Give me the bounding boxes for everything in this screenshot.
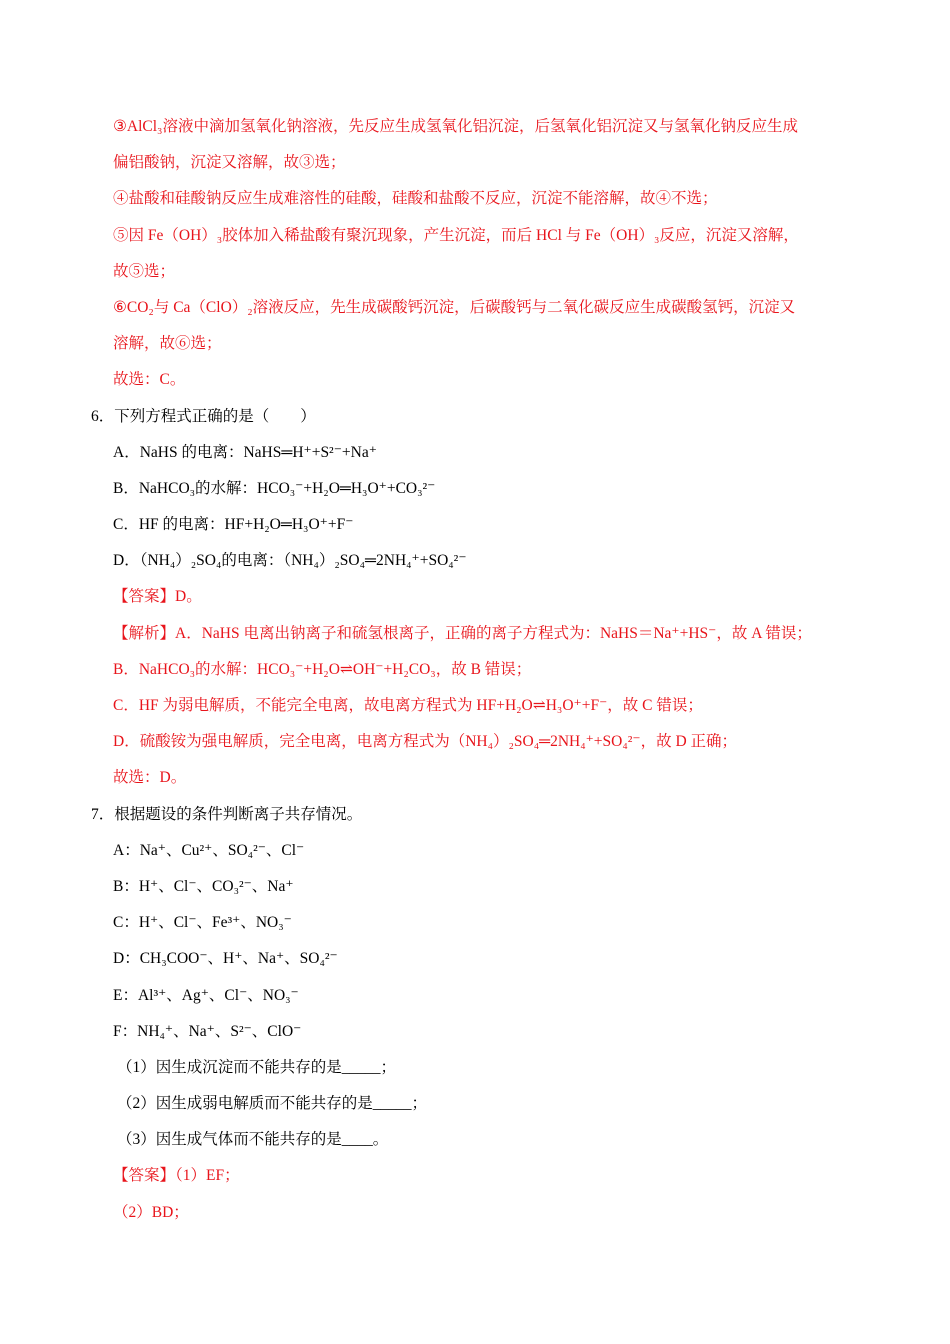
question-7-stem: 7．根据题设的条件判断离子共存情况。 (91, 805, 363, 823)
question-7-group-a: A：Na⁺、Cu²⁺、SO₄²⁻、Cl⁻ (113, 841, 305, 859)
explanation-line: 溶解，故⑥选； (113, 335, 222, 353)
question-6-option-c: C．HF 的电离：HF+H₂O═H₃O⁺+F⁻ (113, 516, 354, 534)
explanation-conclusion: 故选：C。 (113, 371, 186, 389)
explanation-line: ③AlCl₃溶液中滴加氢氧化钠溶液，先反应生成氢氧化铝沉淀，后氢氧化铝沉淀又与氢氧化钠反应生成 (113, 118, 798, 135)
question-7-answer: （2）BD； (113, 1203, 189, 1221)
question-6-analysis-line: B．NaHCO₃的水解：HCO₃⁻+H₂O⇌OH⁻+H₂CO₃，故 B 错误； (113, 660, 532, 678)
question-7-subquestion-1: （1）因生成沉淀而不能共存的是_____； (117, 1058, 397, 1076)
explanation-line: ④盐酸和硅酸钠反应生成难溶性的硅酸，硅酸和盐酸不反应，沉淀不能溶解，故④不选； (113, 190, 718, 208)
question-7-group-e: E：Al³⁺、Ag⁺、Cl⁻、NO₃⁻ (113, 986, 299, 1004)
question-6-analysis-line: 【解析】A．NaHS 电离出钠离子和硫氢根离子，正确的离子方程式为：NaHS＝Na⁺+HS⁻，故 A 错误； (113, 624, 812, 642)
question-6-analysis-line: C．HF 为弱电解质，不能完全电离，故电离方程式为 HF+H₂O⇌H₃O⁺+F⁻，故 C 错误； (113, 697, 703, 714)
question-6-option-d: D．（NH₄）₂SO₄的电离：（NH₄）₂SO₄═2NH₄⁺+SO₄²⁻ (113, 552, 467, 570)
question-7-group-b: B：H⁺、Cl⁻、CO₃²⁻、Na⁺ (113, 877, 294, 895)
question-6-analysis-line: D．硫酸铵为强电解质，完全电离，电离方程式为（NH₄）₂SO₄═2NH₄⁺+SO₄²⁻，故 D 正确； (113, 733, 738, 751)
explanation-line: ⑥CO₂与 Ca（ClO）₂溶液反应，先生成碳酸钙沉淀，后碳酸钙与二氧化碳反应生成碳酸氢钙，沉淀又 (113, 298, 796, 316)
explanation-line: ⑤因 Fe（OH）₃胶体加入稀盐酸有聚沉现象，产生沉淀，而后 HCl 与 Fe（OH）₃反应，沉淀又溶解， (113, 226, 799, 244)
explanation-line: 故⑤选； (113, 262, 176, 280)
question-7-subquestion-3: （3）因生成气体而不能共存的是____。 (117, 1131, 389, 1149)
question-7-subquestion-2: （2）因生成弱电解质而不能共存的是_____； (117, 1095, 428, 1113)
question-7-group-d: D：CH₃COO⁻、H⁺、Na⁺、SO₄²⁻ (113, 950, 338, 968)
question-7-group-c: C：H⁺、Cl⁻、Fe³⁺、NO₃⁻ (113, 914, 292, 932)
question-6-answer: 【答案】D。 (113, 588, 202, 606)
question-6-analysis-line: 故选：D。 (113, 769, 187, 787)
question-6-stem: 6．下列方程式正确的是（ ） (91, 407, 316, 425)
question-7-answer: 【答案】（1）EF； (113, 1167, 240, 1185)
question-6-option-b: B．NaHCO₃的水解：HCO₃⁻+H₂O═H₃O⁺+CO₃²⁻ (113, 479, 436, 497)
document-page (0, 109, 950, 1231)
question-7-group-f: F：NH₄⁺、Na⁺、S²⁻、ClO⁻ (113, 1022, 302, 1040)
question-6-option-a: A．NaHS 的电离：NaHS═H⁺+S²⁻+Na⁺ (113, 443, 377, 461)
explanation-line: 偏铝酸钠，沉淀又溶解，故③选； (113, 154, 346, 172)
